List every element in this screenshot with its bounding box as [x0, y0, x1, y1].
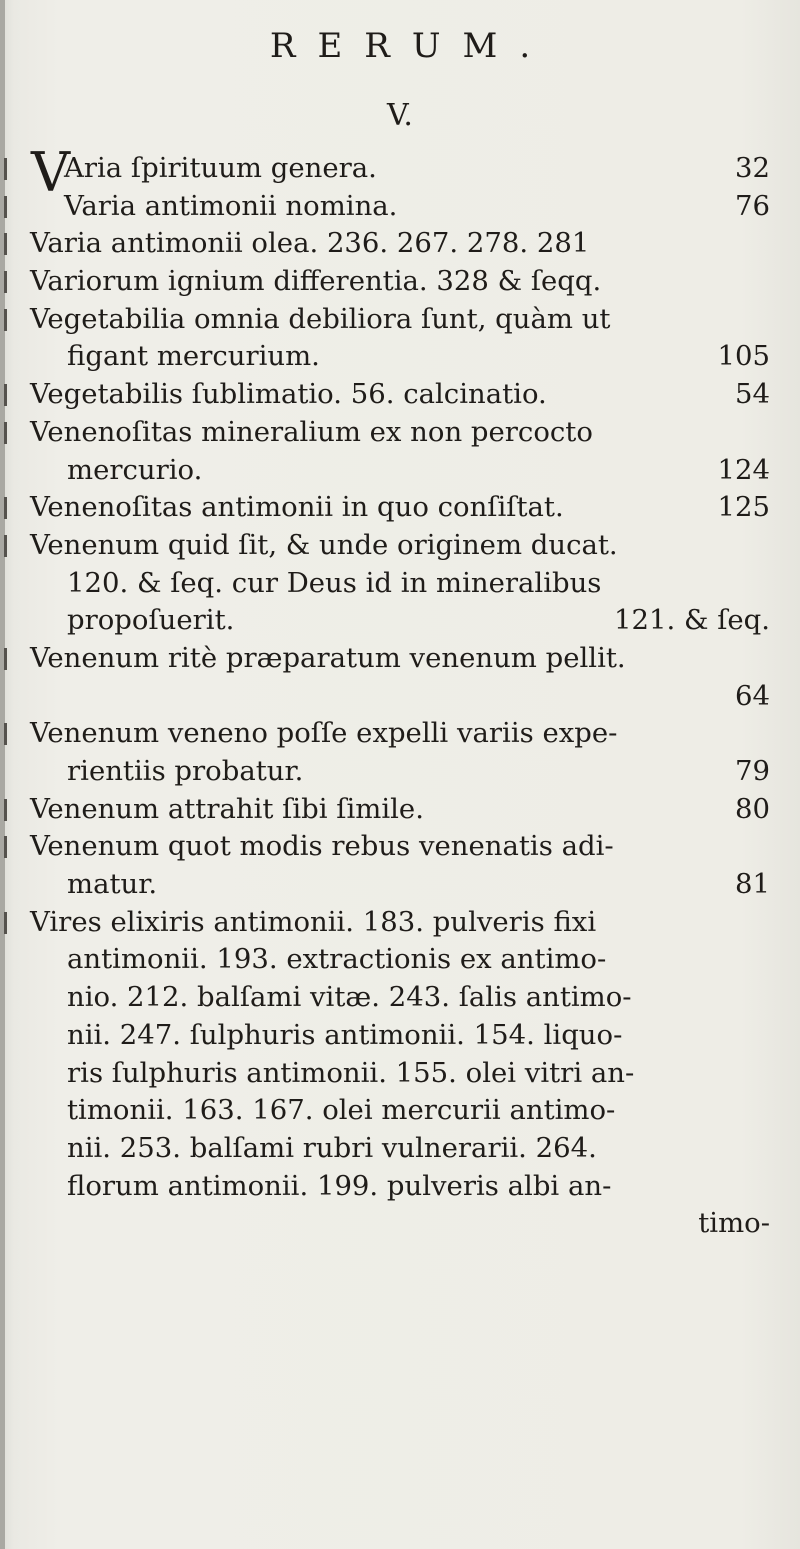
entry-line — [30, 1168, 770, 1206]
page-spine-shadow — [0, 0, 5, 1549]
entry-line — [30, 338, 770, 376]
index-entry — [30, 301, 770, 376]
entry-line — [30, 941, 770, 979]
entry-text: timonii. 163. 167. olei mercurii antimo- — [67, 1094, 616, 1127]
entry-line — [30, 188, 770, 226]
entry-line — [30, 1055, 770, 1093]
entry-line — [30, 376, 770, 414]
page-reference: 125 — [717, 491, 770, 524]
page-reference: 81 — [735, 868, 770, 901]
entry-line — [30, 904, 770, 942]
entry-line — [30, 150, 770, 188]
entry-text: Venenoſitas antimonii in quo conſiſtat. — [30, 491, 564, 524]
entry-line — [30, 640, 770, 678]
entry-text: mercurio. — [67, 453, 203, 486]
entry-line — [30, 301, 770, 339]
entry-text: Varia antimonii nomina. — [64, 189, 398, 222]
index-entry — [30, 904, 770, 1243]
entry-text: 120. & ſeq. cur Deus id in mineralibus — [67, 566, 602, 599]
entry-text: Vires elixiris antimonii. 183. pulveris fixi — [30, 905, 597, 938]
margin-mark — [4, 912, 7, 934]
entry-text: Venenum quot modis rebus venenatis adi- — [30, 830, 614, 863]
entry-line — [30, 1130, 770, 1168]
entry-text: Venenum ritè præparatum venenum pellit. — [30, 641, 626, 674]
entry-line — [30, 678, 770, 716]
entry-line — [30, 1092, 770, 1130]
running-head: RERUM. — [269, 26, 553, 66]
index-entry — [30, 414, 770, 489]
page-reference: 54 — [735, 378, 770, 411]
page-reference: 32 — [735, 152, 770, 184]
index-entry — [30, 527, 770, 640]
margin-mark — [4, 648, 7, 670]
entry-line — [30, 225, 770, 263]
index-entry — [30, 263, 770, 301]
entry-line — [30, 1017, 770, 1055]
page-reference: 121. & ſeq. — [614, 604, 770, 637]
index-entry — [30, 791, 770, 829]
entry-line — [30, 263, 770, 301]
margin-mark — [4, 309, 7, 331]
entry-text: figant mercurium. — [67, 340, 320, 373]
page-reference: 79 — [735, 755, 770, 787]
margin-mark — [4, 384, 7, 406]
entry-line — [30, 753, 770, 791]
margin-mark — [4, 535, 7, 557]
entry-text: Venenum quid ſit, & unde originem ducat. — [30, 528, 618, 561]
entry-line — [30, 527, 770, 565]
index-list — [30, 141, 770, 1243]
entry-line — [30, 602, 770, 640]
page-reference: 80 — [735, 792, 770, 825]
drop-initial: V — [31, 141, 70, 204]
margin-mark — [4, 836, 7, 858]
index-entry — [30, 188, 770, 226]
page-reference: timo- — [698, 1207, 770, 1240]
entry-text: nio. 212. balſami vitæ. 243. ſalis antimo- — [67, 981, 632, 1014]
entry-text: Varia antimonii olea. 236. 267. 278. 281 — [30, 227, 590, 260]
margin-mark — [4, 497, 7, 519]
margin-mark — [4, 233, 7, 255]
index-entry — [30, 489, 770, 527]
margin-mark — [4, 799, 7, 821]
margin-mark — [4, 158, 7, 180]
entry-text: rientiis probatur. — [67, 755, 304, 787]
entry-text: nii. 253. balſami rubri vulnerarii. 264. — [67, 1131, 597, 1164]
index-entry — [30, 376, 770, 414]
entry-line — [30, 414, 770, 452]
entry-line — [30, 866, 770, 904]
entry-text: Venenum veneno poſſe expelli variis expe- — [30, 717, 618, 750]
index-entry — [30, 715, 770, 790]
entry-text: florum antimonii. 199. pulveris albi an- — [67, 1169, 612, 1202]
index-entry — [30, 150, 770, 188]
entry-line — [30, 715, 770, 753]
entry-text: Aria ſpirituum genera. — [64, 152, 377, 184]
index-entry — [30, 640, 770, 715]
index-entry — [30, 225, 770, 263]
entry-text: propoſuerit. — [67, 604, 235, 637]
entry-text: Vegetabilia omnia debiliora ſunt, quàm ut — [30, 302, 611, 335]
entry-text: nii. 247. ſulphuris antimonii. 154. liquo- — [67, 1018, 623, 1051]
entry-text: Venenoſitas mineralium ex non percocto — [30, 415, 593, 448]
entry-text: ris ſulphuris antimonii. 155. olei vitri an- — [67, 1056, 635, 1089]
entry-line — [30, 828, 770, 866]
margin-mark — [4, 723, 7, 745]
page-reference: 124 — [717, 453, 770, 486]
margin-mark — [4, 422, 7, 444]
entry-line — [30, 979, 770, 1017]
entry-line — [30, 1205, 770, 1243]
entry-line — [30, 791, 770, 829]
entry-line — [30, 565, 770, 603]
entry-text: Vegetabilis ſublimatio. 56. calcinatio. — [30, 378, 547, 411]
entry-text: antimonii. 193. extractionis ex antimo- — [67, 943, 607, 976]
entry-text: Variorum ignium differentia. 328 & ſeqq. — [30, 265, 602, 298]
entry-text: Venenum attrahit ſibi ſimile. — [30, 792, 424, 825]
page-reference: 76 — [735, 189, 770, 222]
entry-line — [30, 452, 770, 490]
section-letter: V. — [387, 98, 413, 133]
page-reference: 64 — [735, 679, 770, 712]
margin-mark — [4, 196, 7, 218]
entry-text: matur. — [67, 868, 158, 901]
margin-mark — [4, 271, 7, 293]
entry-line — [30, 489, 770, 527]
index-entry — [30, 828, 770, 903]
page-reference: 105 — [717, 340, 770, 373]
